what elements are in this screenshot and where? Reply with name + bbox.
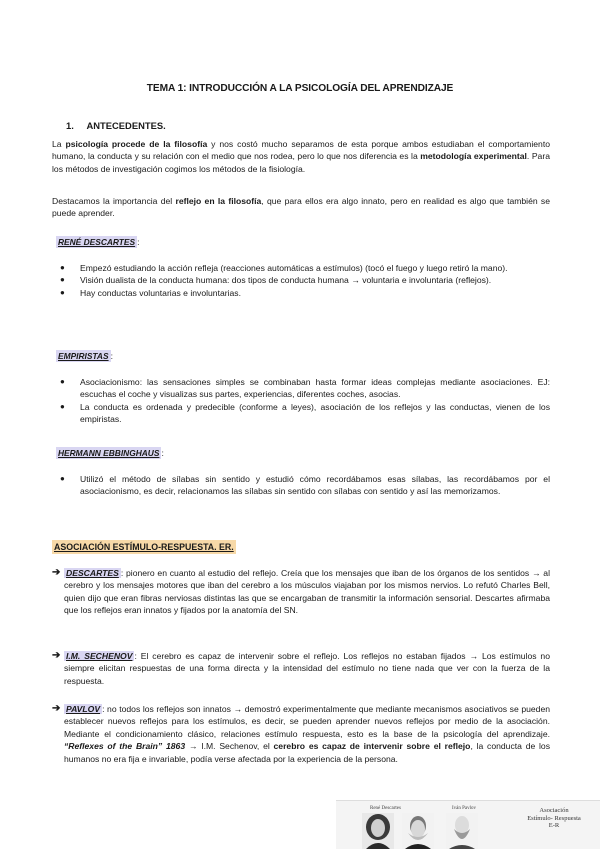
bold-text: reflejo en la filosofía bbox=[175, 196, 262, 206]
caption-line: E-R bbox=[548, 822, 560, 829]
portrait-caption: Iván Pavlov bbox=[452, 806, 477, 811]
bullet-icon: ● bbox=[60, 287, 65, 297]
name-highlight: DESCARTES bbox=[66, 568, 119, 578]
section-number: 1. bbox=[66, 120, 74, 131]
caption-line: Estímulo- Respuesta bbox=[527, 814, 581, 822]
bullet-list-ebbinghaus bbox=[58, 473, 550, 498]
text: , que para ellos era algo innato, pero en realidad es algo que también se puede aprender. bbox=[52, 196, 550, 219]
name-highlight: PAVLOV bbox=[66, 704, 101, 714]
portrait-caption: René Descartes bbox=[370, 806, 401, 811]
section-heading-antecedentes bbox=[66, 120, 166, 132]
text: Hay conductas voluntarias e involuntarias. bbox=[80, 287, 241, 298]
text: . Para los métodos de investigación cogimos los métodos de la fisiología. bbox=[52, 151, 550, 174]
image-caption bbox=[514, 807, 594, 830]
list-item bbox=[58, 401, 550, 426]
list-item bbox=[58, 287, 550, 299]
text: Asociacionismo: las sensaciones simples se combinaban hasta formar ideas complejas mediante asociaciones. EJ: escuchas el coche y visualizas sus partes, experiencias, diferentes coches, asocias. bbox=[80, 377, 550, 400]
paragraph-filosofia bbox=[52, 138, 550, 175]
label-text: EMPIRISTAS bbox=[58, 351, 109, 361]
label-hermann-ebbinghaus: HERMANN EBBINGHAUS : bbox=[58, 448, 164, 458]
bold-text: cerebro es capaz de intervenir sobre el reflejo bbox=[273, 741, 471, 752]
label-empiristas: EMPIRISTAS : bbox=[58, 351, 113, 361]
bold-text: psicología procede de la filosofía bbox=[65, 139, 208, 149]
text: El cerebro es capaz de intervenir sobre el reflejo. Los reflejos no estaban fijados → Los estímulos no siempre elicitan respuestas de una forma directa y la intensidad del estímulo no tiene nada que ver con la fuerza de la respuesta. bbox=[64, 651, 550, 686]
arrow-icon: ➔ bbox=[52, 650, 61, 661]
bold-text: metodología experimental bbox=[420, 151, 527, 162]
bullet-icon: ● bbox=[60, 275, 65, 285]
label-text: HERMANN EBBINGHAUS bbox=[58, 448, 160, 458]
text: La bbox=[52, 139, 66, 149]
item-descartes: ➔ DESCARTES : pionero en cuanto al estudio del reflejo. Creía que los mensajes que iban de los órganos de los sentidos → al cerebro y los mensajes motores que iban del cerebro a los músculos viajaban por los mismos nervios. Lo refutó Charles Bell, quien dijo que eran fibras nerviosas distintas las que se encargaban de transmitir la información sensorial. Descartes afirmaba que los reflejos eran innatos y fijados por la anatomía del SN. bbox=[52, 567, 550, 616]
paragraph-reflejo bbox=[52, 195, 550, 220]
item-sechenov: ➔ I.M. SECHENOV : El cerebro es capaz de intervenir sobre el reflejo. Los reflejos no estaban fijados → Los estímulos no siempre elicitan respuestas de una forma directa y la intensidad del estímulo no tiene nada que ver con la fuerza de la respuesta. bbox=[52, 650, 550, 686]
list-item bbox=[58, 274, 550, 286]
text: Utilizó el método de sílabas sin sentido y estudió cómo recordábamos esas sílabas, las recordábamos por el asociacionismo, es decir, relacionamos las sílabas sin sentido con sílabas con sentido y así las memorizamos. bbox=[80, 474, 550, 497]
bullet-list-empiristas bbox=[58, 376, 550, 426]
list-item bbox=[58, 262, 550, 274]
bullet-icon: ● bbox=[60, 474, 65, 483]
section-heading-estimulo-respuesta: ASOCIACIÓN ESTÍMULO-RESPUESTA. ER. bbox=[52, 540, 236, 554]
text: , la conducta de los humanos no era fija e invariable, podía verse afectada por la experiencia de la persona. bbox=[64, 741, 551, 764]
text: Destacamos la importancia del bbox=[52, 196, 176, 206]
label-rene-descartes: RENÉ DESCARTES : bbox=[58, 237, 140, 247]
item-pavlov: ➔ PAVLOV : no todos los reflejos son innatos → demostró experimentalmente que mediante mecanismos asociativos se pueden establecer nuevos reflejos para los estímulos, es decir, se pueden aprender nuevos reflejos por medio de la asociación. Mediante el condicionamiento clásico, relaciones estímulo respuesta, esto es la base de la psicología del aprendizaje. “Reflexes of the Brain” 1863 → I.M. Sechenov, el cerebro es capaz de intervenir sobre el reflejo, la conducta de los humanos no era fija e invariable, podía verse afectada por la experiencia de la persona. bbox=[52, 703, 551, 764]
portrait-strip-image bbox=[336, 800, 600, 849]
text: y nos costó mucho separamos de esta porque ambos estudiaban el comportamiento humano, la conducta y su relación con el medio que nos rodea, pero lo que nos diferencia es la bbox=[52, 139, 550, 162]
bullet-icon: ● bbox=[60, 377, 65, 386]
name-highlight: I.M. SECHENOV bbox=[66, 651, 133, 661]
list-item bbox=[58, 376, 550, 401]
page-title: TEMA 1: INTRODUCCIÓN A LA PSICOLOGÍA DEL APRENDIZAJE bbox=[146, 83, 454, 94]
bullet-icon: ● bbox=[60, 401, 65, 411]
portrait-icon bbox=[402, 813, 434, 849]
pavlov-portrait-icon bbox=[446, 813, 478, 849]
book-title: “Reflexes of the Brain” 1863 bbox=[64, 741, 186, 752]
arrow-icon: ➔ bbox=[52, 567, 61, 578]
bullet-list-descartes bbox=[58, 262, 550, 299]
bullet-icon: ● bbox=[60, 263, 65, 272]
caption-line: Asociación bbox=[539, 807, 569, 814]
arrow-icon: ➔ bbox=[52, 703, 61, 714]
text: Empezó estudiando la acción refleja (reacciones automáticas a estímulos) (tocó el fuego y luego retiró la mano). bbox=[80, 263, 508, 273]
section-title: ANTECEDENTES. bbox=[86, 120, 166, 131]
text: Visión dualista de la conducta humana: dos tipos de conducta humana → voluntaria e involuntaria (reflejos). bbox=[80, 275, 492, 286]
text: → I.M. Sechenov, el bbox=[185, 741, 274, 752]
label-text: RENÉ DESCARTES bbox=[58, 237, 136, 247]
text: pionero en cuanto al estudio del reflejo. Creía que los mensajes que iban de los órganos de los sentidos → al cerebro y los mensajes motores que iban del cerebro a los músculos viajaban por los mismos nervios. Lo refutó Charles Bell, quien dijo que eran fibras nerviosas distintas las que se encargaban de transmitir la información sensorial. Descartes afirmaba que los reflejos eran innatos y fijados por la anatomía del SN. bbox=[64, 568, 550, 616]
text: La conducta es ordenada y predecible (conforme a leyes), asociación de los reflejos y las conductas, vienen de los empiristas. bbox=[80, 401, 550, 425]
text: no todos los reflejos son innatos → demostró experimentalmente que mediante mecanismos asociativos se pueden establecer nuevos reflejos para los estímulos, es decir, se pueden aprender nuevos reflejos por medio de la asociación. Mediante el condicionamiento clásico, relaciones estímulo respuesta, esto es la base de la psicología del aprendizaje. bbox=[64, 704, 550, 739]
list-item bbox=[58, 473, 550, 498]
descartes-portrait-icon bbox=[362, 813, 394, 849]
